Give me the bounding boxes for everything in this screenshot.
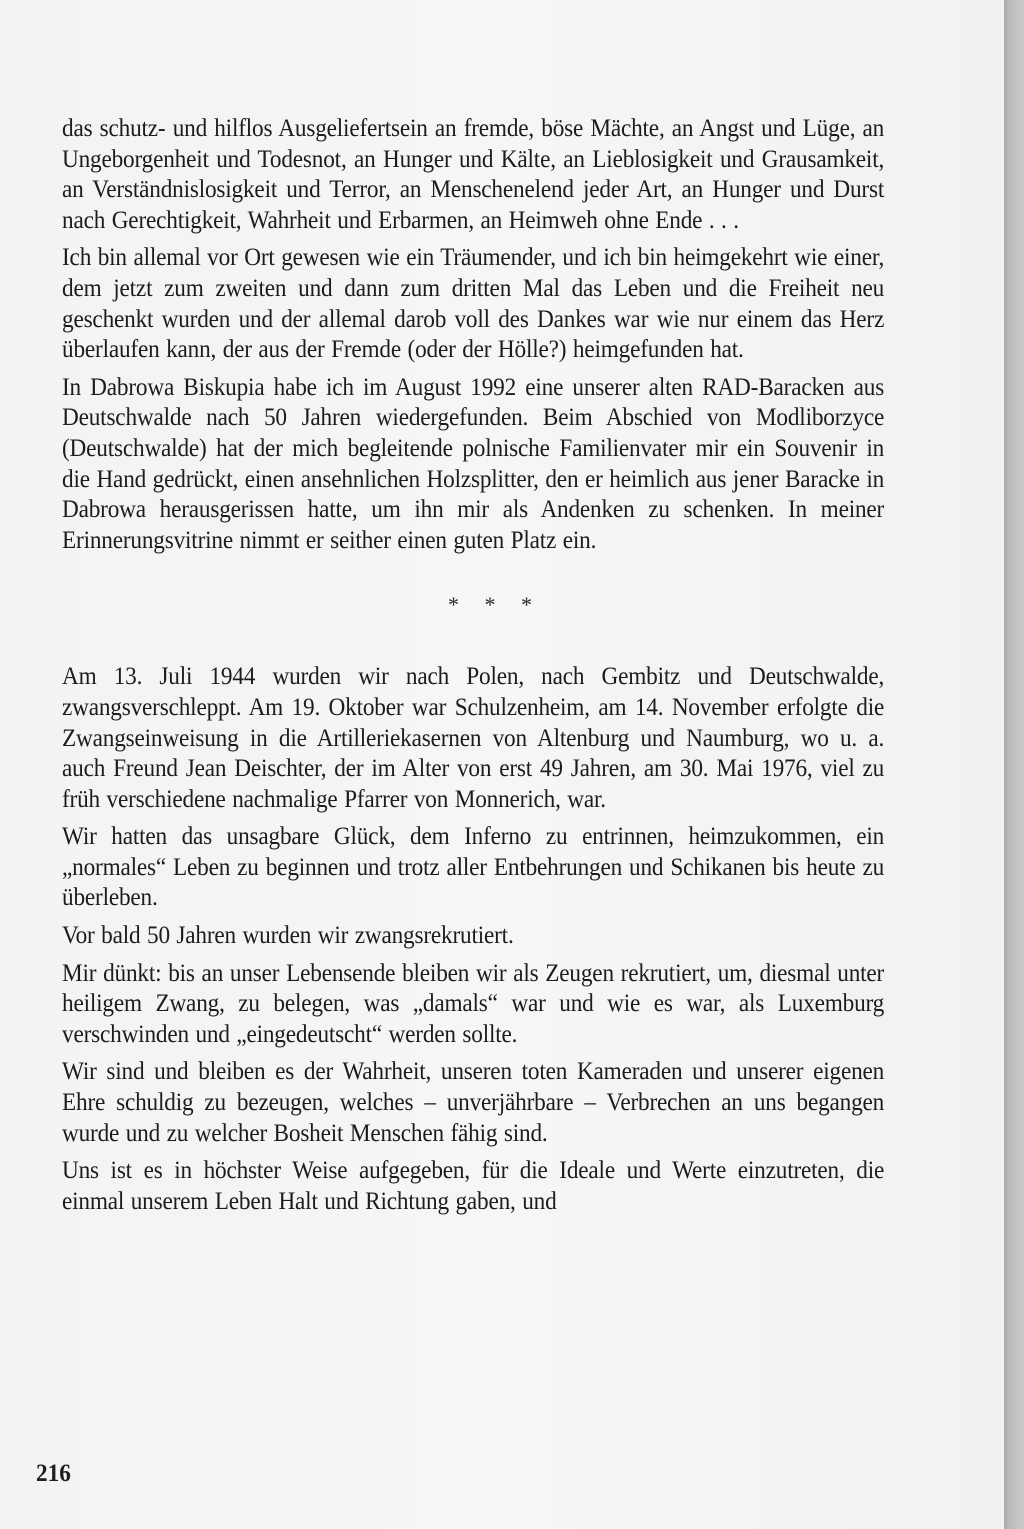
paragraph: Ich bin allemal vor Ort gewesen wie ein Träumender, und ich bin heimgekehrt wie einer, dem jetzt zum zweiten und dann zum dritten Mal das Leben und die Freiheit neu geschenkt wurden und der allemal darob voll des Dankes war wie nur einem das Herz überlaufen kann, der aus der Fremde (oder der Hölle?) heimgefunden hat. [62,244,885,364]
page-number: 216 [36,1460,71,1487]
paragraph: Wir sind und bleiben es der Wahrheit, unseren toten Kameraden und unserer eigenen Ehre schuldig zu bezeugen, welches – unverjährbare – Verbrechen an uns begangen wurde und zu welcher Bosheit Menschen fähig sind. [62,1058,885,1147]
paragraph: das schutz- und hilflos Ausgeliefertsein an fremde, böse Mächte, an Angst und Lüge, an Ungeborgenheit und Todesnot, an Hunger und Kälte, an Lieblosigkeit und Grausamkeit, an Verständnislosigkeit und Terror, an Menschenelend jeder Art, an Hunger und Durst nach Gerechtigkeit, Wahrheit und Erbarmen, an Heimweh ohne Ende . . . [62,115,885,234]
paragraph: Wir hatten das unsagbare Glück, dem Inferno zu entrinnen, heimzukommen, ein „normales“ Leben zu beginnen und trotz aller Entbehrungen und Schikanen bis heute zu überleben. [62,823,885,912]
paragraph: Am 13. Juli 1944 wurden wir nach Polen, nach Gembitz und Deutschwalde, zwangsverschleppt. Am 19. Oktober war Schulzenheim, am 14. November erfolgte die Zwangseinweisung in die Artilleriekasernen von Altenburg und Naumburg, wo u. a. auch Freund Jean Deischter, der im Alter von erst 49 Jahren, am 30. Mai 1976, viel zu früh verschiedene nachmalige Pfarrer von Monnerich, war. [62,663,885,813]
paragraph: Uns ist es in höchster Weise aufgegeben, für die Ideale und Werte einzutreten, die einmal unserem Leben Halt und Richtung gaben, und [62,1157,885,1215]
page-edge-shadow [1004,0,1024,1529]
text-column [62,114,884,1217]
paragraph: Mir dünkt: bis an unser Lebensende bleiben wir als Zeugen rekrutiert, um, diesmal unter heiligem Zwang, zu belegen, was „damals“ war und wie es war, als Luxemburg verschwinden und „eingedeutscht“ werden sollte. [62,959,885,1048]
section-separator: * * * [448,592,542,618]
paragraph: Vor bald 50 Jahren wurden wir zwangsrekrutiert. [62,922,514,950]
paragraph: In Dabrowa Biskupia habe ich im August 1992 eine unserer alten RAD-Baracken aus Deutschwalde nach 50 Jahren wiedergefunden. Beim Abschied von Modliborzyce (Deutschwalde) hat der mich begleitende polnische Familienvater mir ein Souvenir in die Hand gedrückt, einen ansehnlichen Holzsplitter, den er heimlich aus jener Baracke in Dabrowa herausgerissen hatte, um ihn mir als Andenken zu schenken. In meiner Erinnerungsvitrine nimmt er seither einen guten Platz ein. [62,373,885,554]
